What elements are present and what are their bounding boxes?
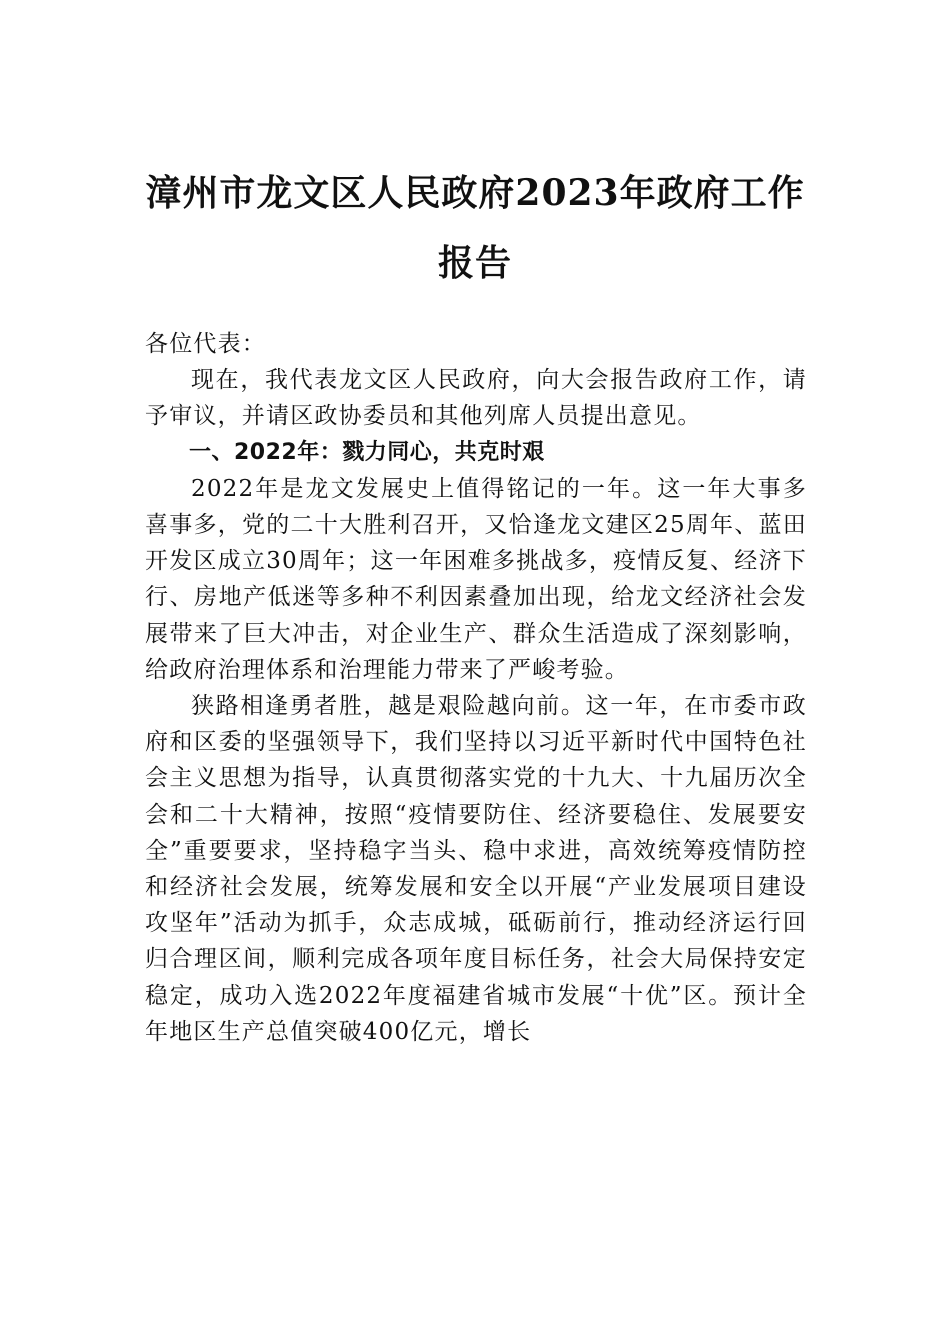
opening-paragraph: 现在，我代表龙文区人民政府，向大会报告政府工作，请予审议，并请区政协委员和其他列席人员提出意见。 [145, 367, 807, 430]
salutation: 各位代表： [145, 331, 266, 357]
document-body [145, 326, 807, 1050]
section-paragraph-1: 2022年是龙文发展史上值得铭记的一年。这一年大事多喜事多，党的二十大胜利召开，又恰逢龙文建区25周年、蓝田开发区成立30周年；这一年困难多挑战多，疫情反复、经济下行、房地产低迷等多种不利因素叠加出现，给龙文经济社会发展带来了巨大冲击，对企业生产、群众生活造成了深刻影响，给政府治理体系和治理能力带来了严峻考验。 [145, 475, 807, 683]
document-title: 漳州市龙文区人民政府2023年政府工作报告 [145, 172, 805, 284]
section-heading: 一、2022年：戮力同心，共克时艰 [189, 439, 545, 465]
section-paragraph-2: 狭路相逢勇者胜，越是艰险越向前。这一年，在市委市政府和区委的坚强领导下，我们坚持以习近平新时代中国特色社会主义思想为指导，认真贯彻落实党的十九大、十九届历次全会和二十大精神，按照“疫情要防住、经济要稳住、发展要安全”重要要求，坚持稳字当头、稳中求进，高效统筹疫情防控和经济社会发展，统筹发展和安全以开展“产业发展项目建设攻坚年”活动为抓手，众志成城，砥砺前行，推动经济运行回归合理区间，顺利完成各项年度目标任务，社会大局保持安定稳定，成功入选2022年度福建省城市发展“十优”区。预计全年地区生产总值突破400亿元，增长 [145, 693, 807, 1045]
